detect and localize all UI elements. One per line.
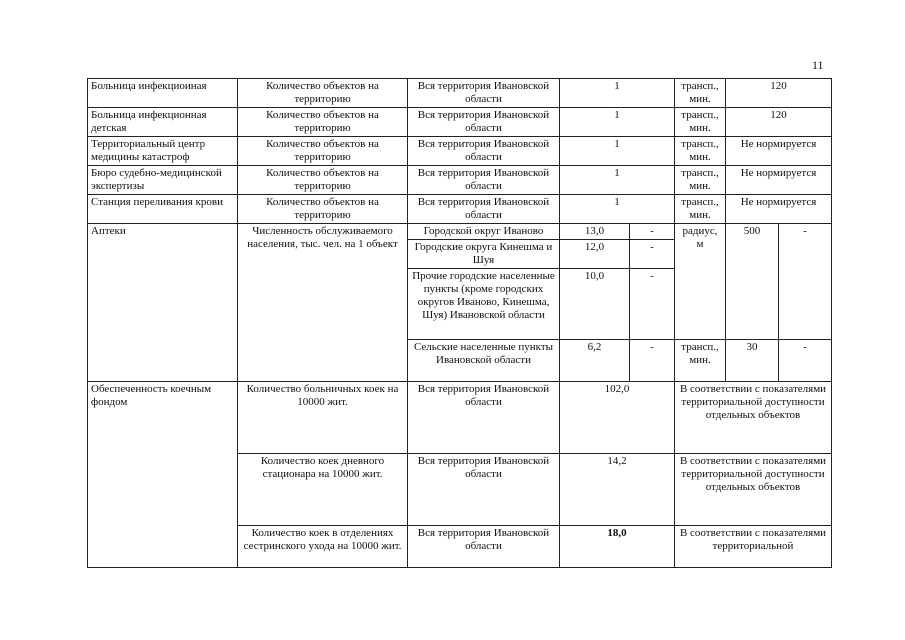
territory: Вся территория Ивановской области — [408, 166, 560, 195]
object-name: Территориальный центр медицины катастроф — [88, 137, 238, 166]
territory: Вся территория Ивановской области — [408, 79, 560, 108]
object-name: Аптеки — [88, 224, 238, 382]
unit: трансп., мин. — [675, 108, 726, 137]
norm-dash: - — [779, 340, 832, 382]
page-number: 11 — [812, 58, 824, 72]
indicator: Количество объектов на территорию — [238, 108, 408, 137]
unit: трансп., мин. — [675, 195, 726, 224]
territory: Прочие городские населенные пункты (кроме городских округов Иваново, Кинешма, Шуя) Ивановской области — [408, 269, 560, 340]
unit: трансп., мин. — [675, 166, 726, 195]
table-row — [88, 195, 832, 224]
object-name: Больница инфекционная детская — [88, 108, 238, 137]
norm: 120 — [726, 79, 832, 108]
territory: Вся территория Ивановской области — [408, 195, 560, 224]
indicator: Количество больничных коек на 10000 жит. — [238, 382, 408, 454]
territory: Вся территория Ивановской области — [408, 108, 560, 137]
indicator: Количество объектов на территорию — [238, 195, 408, 224]
indicator: Количество объектов на территорию — [238, 137, 408, 166]
unit: радиус, м — [675, 224, 726, 340]
indicator: Количество объектов на территорию — [238, 166, 408, 195]
norm: 30 — [726, 340, 779, 382]
value-dash: - — [630, 240, 675, 269]
value: 10,0 — [560, 269, 630, 340]
note: В соответствии с показателями территориальной доступности отдельных объектов — [675, 382, 832, 454]
value-dash: - — [630, 340, 675, 382]
value: 18,0 — [560, 526, 675, 568]
territory: Городской округ Иваново — [408, 224, 560, 240]
value: 1 — [560, 79, 675, 108]
value: 1 — [560, 166, 675, 195]
territory: Вся территория Ивановской области — [408, 526, 560, 568]
unit: трансп., мин. — [675, 137, 726, 166]
table-row — [88, 108, 832, 137]
table-row — [88, 166, 832, 195]
territory: Вся территория Ивановской области — [408, 137, 560, 166]
indicator: Количество коек дневного стационара на 10000 жит. — [238, 454, 408, 526]
value-dash: - — [630, 269, 675, 340]
note: В соответствии с показателями территориальной доступности отдельных объектов — [675, 454, 832, 526]
territory: Сельские населенные пункты Ивановской области — [408, 340, 560, 382]
object-name: Обеспеченность коечным фондом — [88, 382, 238, 568]
note: В соответствии с показателями территориальной — [675, 526, 832, 568]
indicator: Численность обслуживаемого населения, тыс. чел. на 1 объект — [238, 224, 408, 382]
territory: Вся территория Ивановской области — [408, 382, 560, 454]
norms-table — [87, 78, 832, 568]
value: 102,0 — [560, 382, 675, 454]
table-row — [88, 224, 832, 240]
value: 1 — [560, 195, 675, 224]
object-name: Бюро судебно-медицинской экспертизы — [88, 166, 238, 195]
territory: Вся территория Ивановской области — [408, 454, 560, 526]
indicator: Количество объектов на территорию — [238, 79, 408, 108]
norm: Не нормируется — [726, 195, 832, 224]
unit: трансп., мин. — [675, 340, 726, 382]
value: 12,0 — [560, 240, 630, 269]
territory: Городские округа Кинешма и Шуя — [408, 240, 560, 269]
value: 1 — [560, 108, 675, 137]
object-name: Больница инфекциоиная — [88, 79, 238, 108]
norm: Не нормируется — [726, 137, 832, 166]
value: 14,2 — [560, 454, 675, 526]
value: 1 — [560, 137, 675, 166]
unit: трансп., мин. — [675, 79, 726, 108]
table-row — [88, 79, 832, 108]
value-dash: - — [630, 224, 675, 240]
norm: Не нормируется — [726, 166, 832, 195]
value: 13,0 — [560, 224, 630, 240]
norm: 500 — [726, 224, 779, 340]
value: 6,2 — [560, 340, 630, 382]
indicator: Количество коек в отделениях сестринского ухода на 10000 жит. — [238, 526, 408, 568]
norm-dash: - — [779, 224, 832, 340]
object-name: Станция переливания крови — [88, 195, 238, 224]
table-row — [88, 382, 832, 454]
norm: 120 — [726, 108, 832, 137]
table-row — [88, 137, 832, 166]
